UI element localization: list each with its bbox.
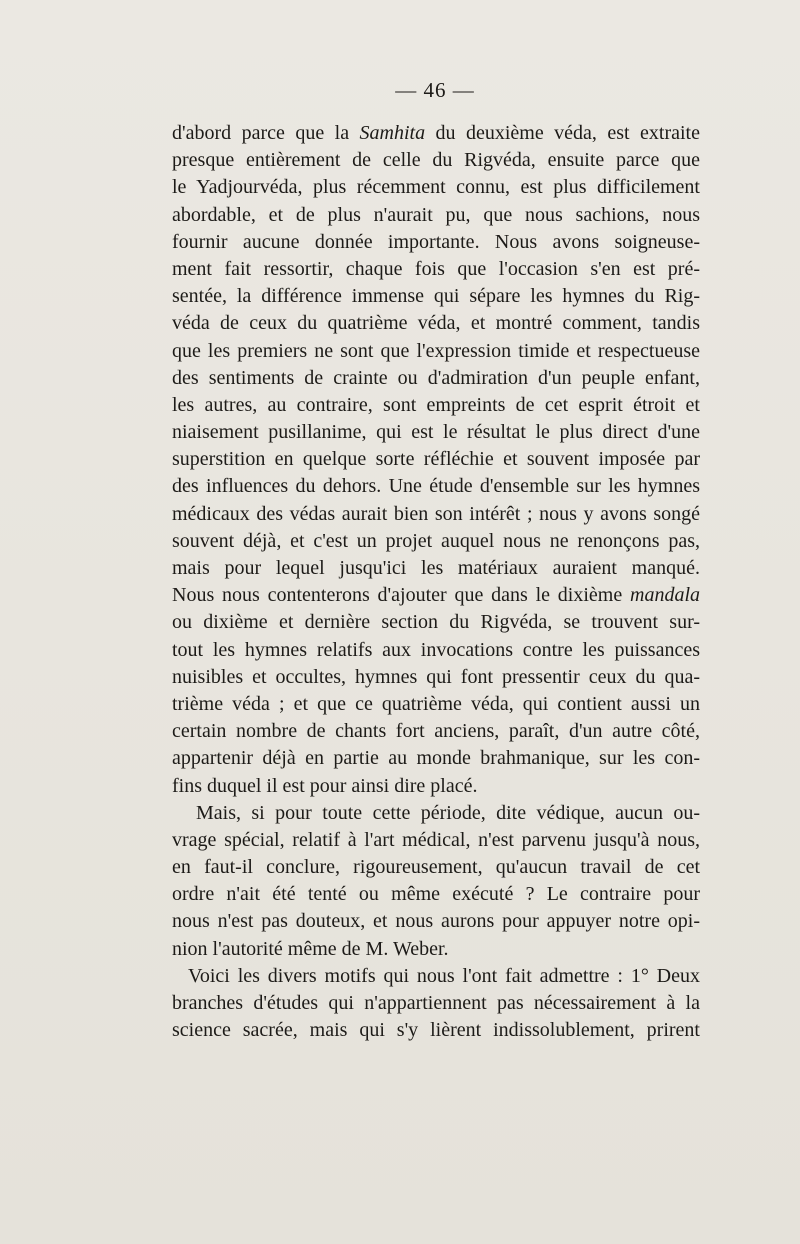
text-line: tout les hymnes relatifs aux invocations contre les puissances [172,638,700,661]
text-line: science sacrée, mais qui s'y lièrent indissolublement, prirent [172,1019,700,1042]
text-line: ou dixième et dernière section du Rigvéda, se trouvent sur- [172,611,700,634]
body-text [172,120,700,1044]
text-line: véda de ceux du quatrième véda, et montré comment, tandis [172,312,700,335]
text-line: nuisibles et occultes, hymnes qui font pressentir ceux du qua- [172,665,700,688]
text-line: abordable, et de plus n'aurait pu, que nous sachions, nous [172,203,700,226]
text-line: superstition en quelque sorte réfléchie et souvent imposée par [172,448,700,471]
text-line: ment fait ressortir, chaque fois que l'occasion s'en est pré- [172,257,700,280]
text-line: médicaux des védas aurait bien son intérêt ; nous y avons songé [172,502,700,525]
text-line: certain nombre de chants fort anciens, paraît, d'un autre côté, [172,720,700,743]
text-line: que les premiers ne sont que l'expression timide et respectueuse [172,339,700,362]
text-line: nous n'est pas douteux, et nous aurons pour appuyer notre opi- [172,910,700,933]
text-line: niaisement pusillanime, qui est le résultat le plus direct d'une [172,421,700,444]
text-line: sentée, la différence immense qui sépare les hymnes du Rig- [172,285,700,308]
text-line: souvent déjà, et c'est un projet auquel nous ne renonçons pas, [172,529,700,552]
text-line: des influences du dehors. Une étude d'ensemble sur les hymnes [172,475,700,498]
paragraph-start-line: Voici les divers motifs qui nous l'ont fait admettre : 1° Deux [188,964,700,987]
text-line: trième véda ; et que ce quatrième véda, qui contient aussi un [172,692,700,715]
text-line: des sentiments de crainte ou d'admiration d'un peuple enfant, [172,366,700,389]
text-line: en faut-il conclure, rigoureusement, qu'aucun travail de cet [172,856,700,879]
text-line: Nous nous contenterons d'ajouter que dans le dixième mandala [172,584,700,607]
paragraph-start-line: Mais, si pour toute cette période, dite védique, aucun ou- [196,801,700,824]
text-line: vrage spécial, relatif à l'art médical, n'est parvenu jusqu'à nous, [172,828,700,851]
text-line: ordre n'ait été tenté ou même exécuté ? Le contraire pour [172,883,700,906]
text-line: fournir aucune donnée importante. Nous avons soigneuse- [172,230,700,253]
text-line: appartenir déjà en partie au monde brahmanique, sur les con- [172,747,700,770]
page-number: — 46 — [395,78,475,102]
text-line: les autres, au contraire, sont empreints de cet esprit étroit et [172,393,700,416]
paragraph-end-line: nion l'autorité même de M. Weber. [172,937,449,960]
paragraph-end-line: fins duquel il est pour ainsi dire placé. [172,774,478,797]
text-line: branches d'études qui n'appartiennent pas nécessairement à la [172,992,700,1014]
text-line: le Yadjourvéda, plus récemment connu, est plus difficilement [172,176,700,199]
text-line: mais pour lequel jusqu'ici les matériaux auraient manqué. [172,557,700,579]
text-line: d'abord parce que la Samhita du deuxième véda, est extraite [172,122,700,144]
text-line: presque entièrement de celle du Rigvéda, ensuite parce que [172,149,700,172]
